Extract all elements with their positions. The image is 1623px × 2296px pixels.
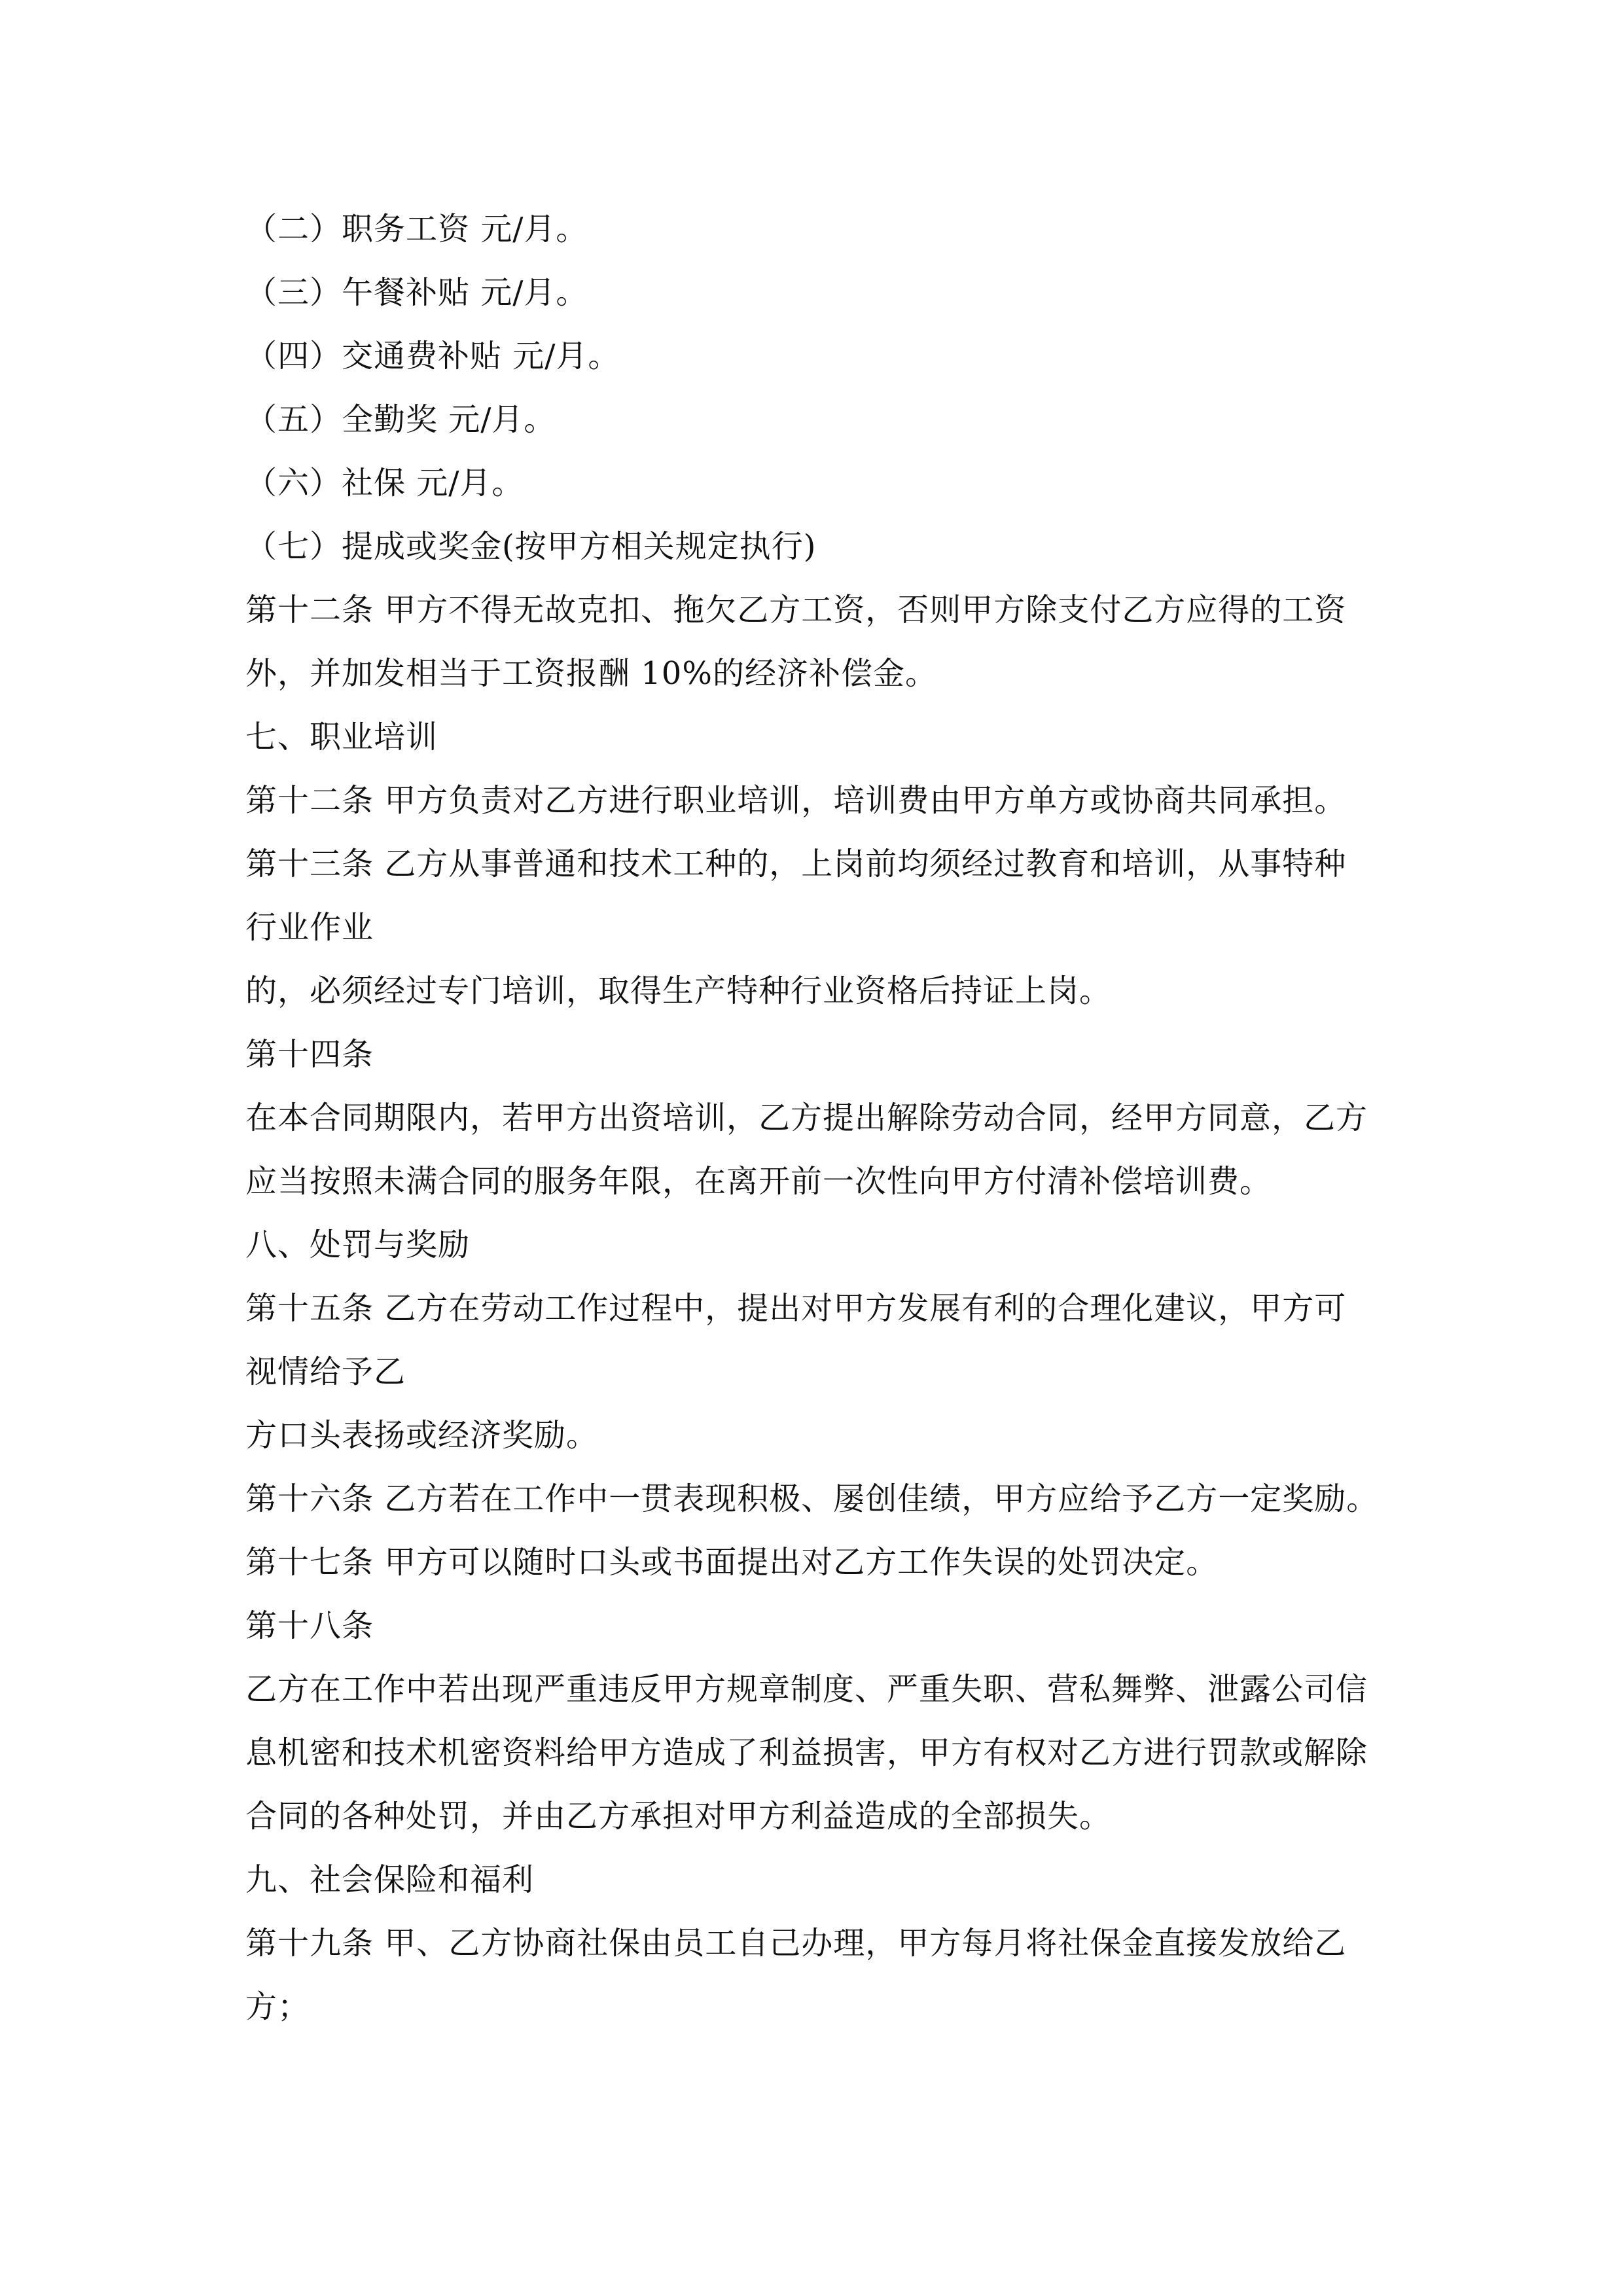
article-12-wages-line-2: 外，并加发相当于工资报酬 10%的经济补偿金。 [245,655,937,692]
document-body [245,198,1397,2039]
article-17: 第十七条 甲方可以随时口头或书面提出对乙方工作失误的处罚决定。 [245,1544,1219,1581]
section-heading-social-insurance: 九、社会保险和福利 [245,1861,535,1898]
article-18-line-1: 乙方在工作中若出现严重违反甲方规章制度、严重失职、营私舞弊、泄露公司信 [245,1671,1368,1708]
section-heading-penalties-rewards: 八、处罚与奖励 [245,1227,471,1263]
salary-item-position-pay: （二）职务工资 元/月。 [245,211,588,247]
article-15-line-2: 视情给予乙 [245,1354,406,1390]
article-16: 第十六条 乙方若在工作中一贯表现积极、屡创佳绩，甲方应给予乙方一定奖励。 [245,1480,1379,1517]
article-12-wages-line-1: 第十二条 甲方不得无故克扣、拖欠乙方工资，否则甲方除支付乙方应得的工资 [245,592,1347,628]
article-18-line-2: 息机密和技术机密资料给甲方造成了利益损害，甲方有权对乙方进行罚款或解除 [245,1734,1368,1771]
article-15-line-1: 第十五条 乙方在劳动工作过程中，提出对甲方发展有利的合理化建议，甲方可 [245,1290,1347,1327]
article-14-line-1: 在本合同期限内，若甲方出资培训，乙方提出解除劳动合同，经甲方同意，乙方 [245,1100,1368,1136]
article-18-line-3: 合同的各种处罚，并由乙方承担对甲方利益造成的全部损失。 [245,1798,1112,1835]
article-14-heading: 第十四条 [245,1036,374,1073]
article-13-line-2: 行业作业 [245,909,374,946]
article-14-line-2: 应当按照未满合同的服务年限，在离开前一次性向甲方付清补偿培训费。 [245,1163,1272,1200]
section-heading-training: 七、职业培训 [245,719,438,755]
article-19-line-1: 第十九条 甲、乙方协商社保由员工自己办理，甲方每月将社保金直接发放给乙 [245,1925,1347,1962]
article-19-line-2: 方； [245,1988,310,2025]
article-18-heading: 第十八条 [245,1607,374,1644]
article-15-line-3: 方口头表扬或经济奖励。 [245,1417,599,1454]
salary-item-transport-allowance: （四）交通费补贴 元/月。 [245,338,620,374]
salary-item-commission: （七）提成或奖金(按甲方相关规定执行) [245,528,817,565]
article-13-line-1: 第十三条 乙方从事普通和技术工种的，上岗前均须经过教育和培训，从事特种 [245,846,1347,882]
salary-item-attendance-bonus: （五）全勤奖 元/月。 [245,401,556,438]
salary-item-social-insurance: （六）社保 元/月。 [245,465,524,501]
salary-item-lunch-allowance: （三）午餐补贴 元/月。 [245,274,588,311]
article-13-line-3: 的，必须经过专门培训，取得生产特种行业资格后持证上岗。 [245,973,1112,1009]
article-12-training: 第十二条 甲方负责对乙方进行职业培训，培训费由甲方单方或协商共同承担。 [245,782,1347,819]
